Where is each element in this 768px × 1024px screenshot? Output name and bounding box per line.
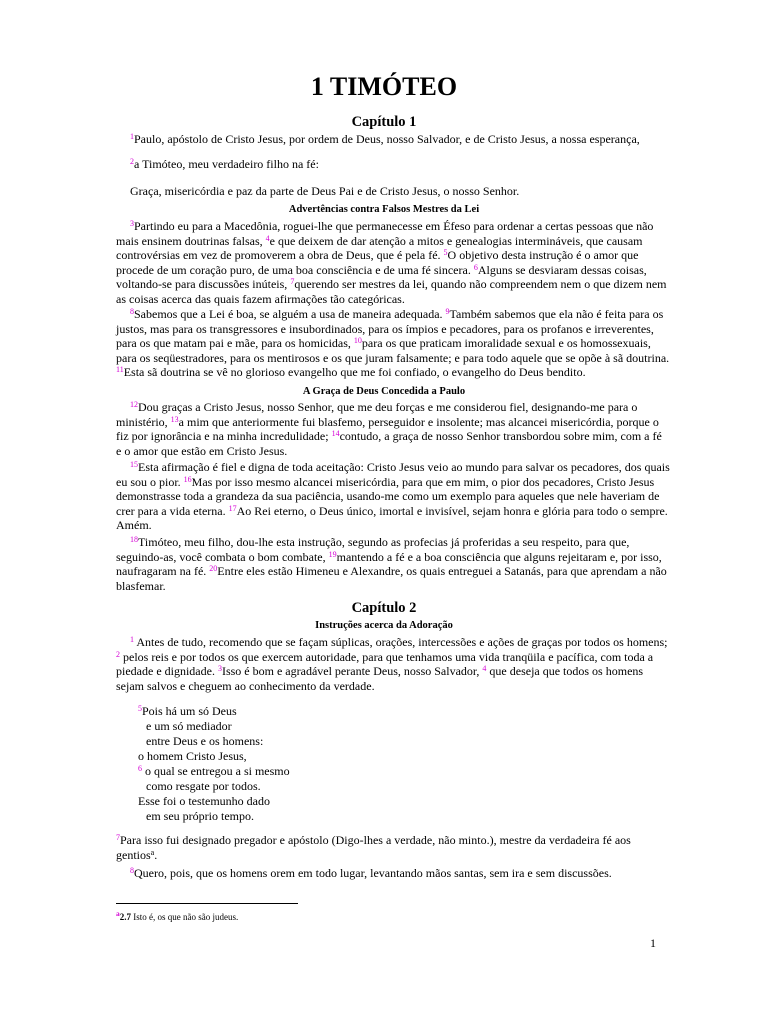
verse-1: $^1$Paulo, apóstolo de Cristo Jesus, por ordem de Deus, nosso Salvador, e de Cristo Jesus, a nossa esperança, [130, 132, 640, 146]
chapter-2-title: Capítulo 2 [351, 600, 417, 616]
poem-verses-5-6: $^5$Pois há um só Deus e um só mediador entre Deus e os homens: o homem Cristo Jesus, $^6$ o qual se entregou a si mesmo como resgate por todos. Esse foi o testemunho dado em seu próprio tempo. [138, 704, 290, 823]
section-heading: A Graça de Deus Concedida a Paulo [302, 386, 466, 397]
page-number: 1 [650, 936, 656, 950]
verse-number: 2 [130, 157, 134, 166]
paragraph-1-8: $^8$Sabemos que a Lei é boa, se alguém a usa de maneira adequada. $^9$Também sabemos que ela não é feita para os justos, mas para os transgressores e insubordinados, para os ímpios e pecadores, para os profanos e irreverentes, para os que matam pai e mãe, para os homicidas, $^{10}$para os que praticam imoralidade sexual e os homossexuais, para os seqüestradores, para os mentirosos e os que juram falsamente; e para todo aquele que se opõe à sã doutrina. $^{11}$Esta sã doutrina se vê no glorioso evangelho que me foi confiado, o evangelho do Deus bendito. [116, 307, 670, 380]
paragraph-2-8: $^8$Quero, pois, que os homens orem em todo lugar, levantando mãos santas, sem ira e sem discussões. [130, 866, 612, 880]
footnote: $^a$2.7 Isto é, os que não são judeus. [116, 909, 239, 922]
paragraph-2-7: $^7$Para isso fui designado pregador e apóstolo (Digo-lhes a verdade, não minto.), mestre da verdadeira fé aos gentios$^a$. [116, 833, 631, 862]
paragraph-1-18: $^{18}$Timóteo, meu filho, dou-lhe esta instrução, segundo as profecias já proferidas a seu respeito, para que, seguindo-as, você combata o bom combate, $^{19}$mantendo a fé e a boa consciência que alguns rejeitaram e, por isso, naufragaram na fé. $^{20}$Entre eles estão Himeneu e Alexandre, os quais entreguei a Satanás, para que aprendam a não blasfemar. [116, 535, 667, 593]
book-title: 1 TIMÓTEO [310, 72, 458, 101]
chapter-1-title: Capítulo 1 [351, 114, 417, 130]
footnote-marker: a [150, 847, 155, 857]
section-heading: Advertências contra Falsos Mestres da Lei [288, 204, 480, 215]
verse-number: 1 [130, 132, 134, 141]
paragraph-1-15: $^{15}$Esta afirmação é fiel e digna de toda aceitação: Cristo Jesus veio ao mundo para salvar os pecadores, dos quais eu sou o pior. $^{16}$Mas por isso mesmo alcancei misericórdia, para que em mim, o pior dos pecadores, Cristo Jesus demonstrasse toda a grandeza da sua paciência, usando-me como um exemplo para aqueles que nele haveriam de crer para a vida eterna. $^{17}$Ao Rei eterno, o Deus único, imortal e invisível, sejam honra e glória para todo o sempre. Amém. [116, 460, 670, 533]
paragraph-2-1: $^1$ Antes de tudo, recomendo que se façam súplicas, orações, intercessões e ações de graças por todos os homens; $^2$ pelos reis e por todos os que exercem autoridade, para que tenhamos uma vida tranqüila e pacífica, com toda a piedade e dignidade. $^3$Isso é bom e agradável perante Deus, nosso Salvador, $^4$ que deseja que todos os homens sejam salvos e cheguem ao conhecimento da verdade. [116, 635, 668, 693]
paragraph-1-12: $^{12}$Dou graças a Cristo Jesus, nosso Senhor, que me deu forças e me considerou fiel, designando-me para o ministério, $^{13}$a mim que anteriormente fui blasfemo, perseguidor e insolente; mas alcancei misericórdia, porque o fiz por ignorância e na minha incredulidade; $^{14}$contudo, a graça de nosso Senhor transbordou sobre mim, com a fé e o amor que estão em Cristo Jesus. [116, 400, 662, 458]
paragraph-1-3: $^3$Partindo eu para a Macedônia, roguei-lhe que permanecesse em Éfeso para ordenar a certas pessoas que não mais ensinem doutrinas falsas, $^4$e que deixem de dar atenção a mitos e genealogias intermináveis, que causam controvérsias em vez de promoverem a obra de Deus, que é pela fé. $^5$O objetivo desta instrução é o amor que procede de um coração puro, de uma boa consciência e de uma fé sincera. $^6$Alguns se desviaram dessas coisas, voltando-se para discussões inúteis, $^7$querendo ser mestres da lei, quando não compreendem nem o que dizem nem as coisas acerca das quais fazem afirmações tão categóricas. [116, 219, 667, 306]
verse-2: $^2$a Timóteo, meu verdadeiro filho na fé: [130, 157, 319, 171]
section-heading: Instruções acerca da Adoração [315, 620, 453, 631]
footnote-divider [116, 903, 298, 904]
greeting: Graça, misericórdia e paz da parte de Deus Pai e de Cristo Jesus, o nosso Senhor. [130, 184, 520, 198]
